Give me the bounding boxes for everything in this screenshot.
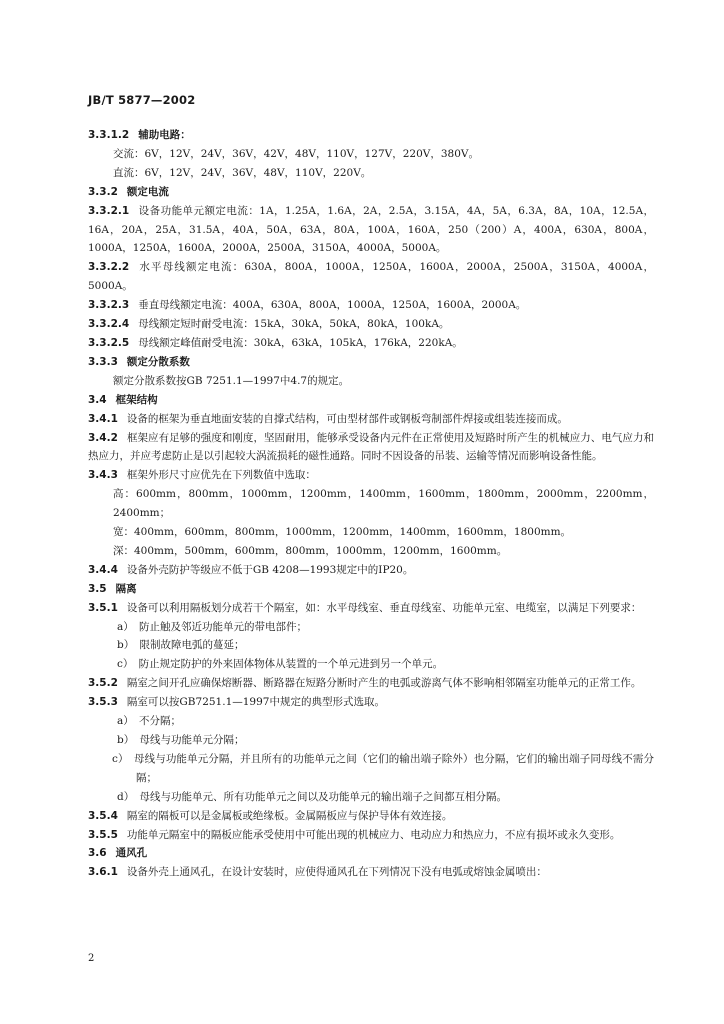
- clause-content: 隔室可以按GB7251.1—1997中规定的典型形式选取。: [126, 696, 385, 709]
- clause-3-3-2-2: [88, 258, 654, 296]
- clause-content: 设备外壳防护等级应不低于GB 4208—1993规定中的IP20。: [126, 563, 414, 576]
- clause-text: [88, 788, 654, 807]
- clause-3-3-2-3: [88, 296, 654, 315]
- clause-number: 3.3.3: [88, 355, 118, 368]
- clause-number: 3.5: [88, 582, 107, 595]
- clause-content: 功能单元隔室中的隔板应能承受使用中可能出现的机械应力、电动应力和热应力，不应有损坏或永久变形。: [126, 828, 621, 841]
- clause-number: 3.4.4: [88, 563, 118, 576]
- clause-content: 直流：6V，12V，24V，36V，48V，110V，220V。: [113, 166, 372, 179]
- clause-text: [88, 750, 654, 788]
- clause-number: 3.3.2.2: [88, 261, 130, 274]
- clause-heading: 通风孔: [115, 847, 148, 860]
- clause-content: 框架外形尺寸应优先在下列数值中选取：: [126, 469, 316, 482]
- clause-text: [88, 731, 654, 750]
- clause-content: 隔室之间开孔应确保熔断器、断路器在短路分断时产生的电弧或游离气体不影响相邻隔室功能单元的正常工作。: [126, 677, 642, 690]
- clause-number: 3.3.1.2: [88, 129, 130, 141]
- clause-content: 深：400mm，500mm，600mm，800mm，1000mm，1200mm，1600mm。: [113, 544, 508, 557]
- clause-3-5-2: [88, 674, 654, 693]
- clause-text: [88, 164, 654, 183]
- clause-3-3-2: [88, 183, 654, 202]
- clause-number: 3.6.1: [88, 866, 118, 879]
- clause-content: c） 母线与功能单元分隔，并且所有的功能单元之间（它们的输出端子除外）也分隔，它们的输出端子同母线不需分隔；: [112, 752, 654, 784]
- clause-3-5-3: [88, 693, 654, 712]
- clause-3-4-1: [88, 410, 654, 429]
- clause-3-5: [88, 580, 654, 599]
- clause-number: 3.4: [88, 393, 107, 406]
- clause-content: 设备功能单元额定电流：1A，1.25A，1.6A，2A，2.5A，3.15A，4A，5A，6.3A，8A，10A，12.5A，16A，20A，25A，31.5A，40A，50A，63A，80A，100A，160A，250（200）A，400A，630A，800A，1000A，1250A，1600A，2000A，2500A，3150A，4000A，5000A。: [88, 204, 654, 255]
- clause-number: 3.5.3: [88, 696, 118, 709]
- clause-content: a） 防止触及邻近功能单元的带电部件；: [117, 620, 308, 633]
- clause-number: 3.5.5: [88, 828, 118, 841]
- clause-text: [88, 523, 654, 542]
- clause-text: [88, 145, 654, 164]
- clause-3-3-1-2: [88, 126, 654, 145]
- clause-content: 水平母线额定电流：630A，800A，1000A，1250A，1600A，2000A，2500A，3150A，4000A，5000A。: [88, 261, 654, 293]
- clause-content: 设备可以利用隔板划分成若干个隔室，如：水平母线室、垂直母线室、功能单元室、电缆室，以满足下列要求：: [126, 601, 642, 614]
- clause-3-3-2-5: [88, 334, 654, 353]
- clause-3-4-3: [88, 466, 654, 485]
- clause-text: [88, 655, 654, 674]
- clause-3-3-3: [88, 353, 654, 372]
- clause-text: [88, 372, 654, 391]
- clause-3-4-4: [88, 561, 654, 580]
- clause-3-4-2: [88, 429, 654, 467]
- clause-content: 框架应有足够的强度和刚度，坚固耐用，能够承受设备内元件在正常使用及短路时所产生的机械应力、电气应力和热应力，并应考虑防止是以引起较大涡流损耗的磁性通路。同时不因设备的吊装、运输等情况而影响设备性能。: [88, 431, 654, 463]
- clause-number: 3.3.2.5: [88, 336, 130, 349]
- document-body: [88, 126, 654, 882]
- clause-number: 3.3.2.4: [88, 318, 130, 331]
- clause-content: 设备外壳上通风孔，在设计安装时，应使得通风孔在下列情况下没有电弧或熔蚀金属喷出：: [126, 866, 547, 879]
- clause-number: 3.4.3: [88, 469, 118, 482]
- clause-number: 3.5.4: [88, 809, 118, 822]
- clause-number: 3.5.2: [88, 677, 118, 690]
- clause-number: 3.3.2.3: [88, 299, 130, 312]
- clause-heading: 辅助电路：: [138, 129, 191, 141]
- clause-content: b） 限制故障电弧的蔓延；: [117, 639, 245, 652]
- clause-content: 母线额定短时耐受电流：15kA，30kA，50kA，80kA，100kA。: [138, 318, 450, 331]
- clause-content: 设备的框架为垂直地面安装的自撑式结构，可由型材部件或钢板弯制部件焊接或组装连接而成。: [126, 412, 568, 425]
- clause-number: 3.5.1: [88, 601, 118, 614]
- clause-content: a） 不分隔；: [117, 715, 182, 728]
- clause-text: [88, 542, 654, 561]
- clause-3-3-2-4: [88, 315, 654, 334]
- clause-3-3-2-1: [88, 202, 654, 259]
- clause-number: 3.6: [88, 847, 107, 860]
- clause-content: 母线额定峰值耐受电流：30kA，63kA，105kA，176kA，220kA。: [138, 336, 463, 349]
- clause-3-5-5: [88, 826, 654, 845]
- clause-content: 宽：400mm，600mm，800mm，1000mm，1200mm，1400mm，1600mm，1800mm。: [113, 526, 572, 539]
- clause-number: 3.4.2: [88, 431, 118, 444]
- page-number: 2: [88, 953, 95, 964]
- clause-heading: 额定分散系数: [126, 355, 190, 368]
- clause-heading: 框架结构: [115, 393, 158, 406]
- clause-text: [88, 636, 654, 655]
- clause-content: b） 母线与功能单元分隔；: [117, 734, 245, 746]
- clause-content: 额定分散系数按GB 7251.1—1997中4.7的规定。: [113, 374, 350, 387]
- clause-3-6-1: [88, 863, 654, 882]
- clause-heading: 隔离: [115, 582, 137, 595]
- clause-3-5-1: [88, 599, 654, 618]
- clause-content: 高：600mm，800mm，1000mm，1200mm，1400mm，1600mm，1800mm，2000mm，2200mm，2400mm；: [113, 488, 654, 520]
- clause-content: 垂直母线额定电流：400A，630A，800A，1000A，1250A，1600A，2000A。: [138, 299, 527, 312]
- clause-content: c） 防止规定防护的外来固体物体从装置的一个单元进到另一个单元。: [117, 658, 444, 671]
- clause-number: 3.3.2: [88, 185, 118, 198]
- clause-3-5-4: [88, 807, 654, 826]
- clause-3-6: [88, 844, 654, 863]
- clause-text: [88, 712, 654, 731]
- clause-number: 3.3.2.1: [88, 204, 130, 217]
- clause-3-4: [88, 391, 654, 410]
- clause-heading: 额定电流: [126, 185, 169, 198]
- clause-number: 3.4.1: [88, 412, 118, 425]
- clause-text: [88, 485, 654, 523]
- clause-content: d） 母线与功能单元、所有功能单元之间以及功能单元的输出端子之间都互相分隔。: [117, 790, 507, 803]
- clause-content: 交流：6V，12V，24V，36V，42V，48V，110V，127V，220V，380V。: [113, 147, 479, 160]
- clause-content: 隔室的隔板可以是金属板或绝缘板。金属隔板应与保护导体有效连接。: [126, 809, 453, 822]
- clause-text: [88, 618, 654, 637]
- standard-code-header: JB/T 5877—2002: [88, 93, 196, 107]
